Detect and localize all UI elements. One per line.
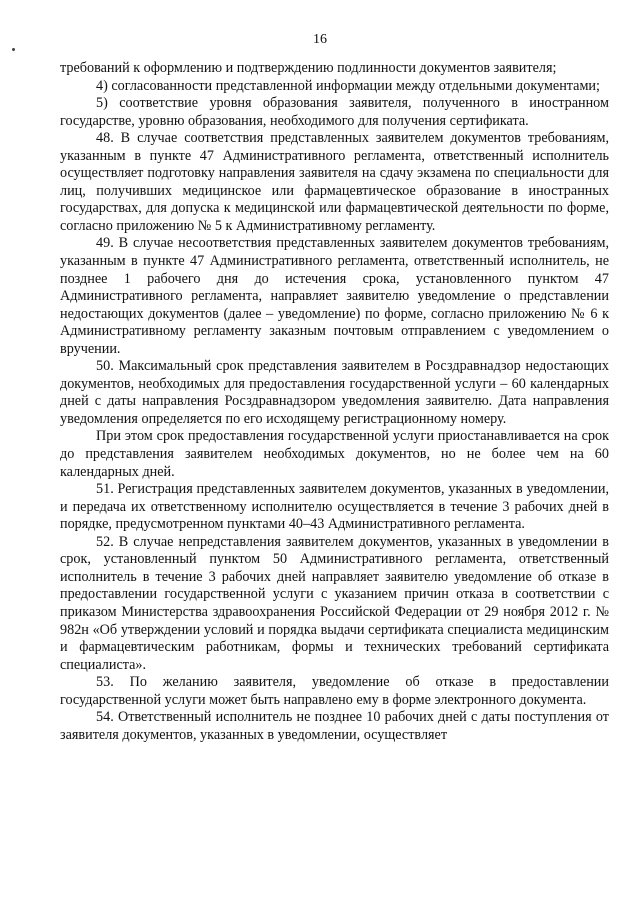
- list-item-4: 4) согласованности представленной информации между отдельными документами;: [96, 77, 600, 94]
- clause-48: 48. В случае соответствия представленных заявителем документов требованиям, указанным в пункте 47 Административного регламента, ответственный исполнитель осуществляет подготовку направления заявителя на сдачу экзамена по специальности для лиц, получивших медицинское или фармацевтическое образование в иностранных государствах, для допуска к медицинской или фармацевтической деятельности по форме, согласно приложению № 5 к Административному регламенту.: [60, 130, 609, 234]
- clause-50-note: При этом срок предоставления государственной услуги приостанавливается на срок до представления заявителем необходимых документов, но не более чем на 60 календарных дней.: [60, 428, 609, 480]
- clause-53: 53. По желанию заявителя, уведомление об отказе в предоставлении государственной услуги может быть направлено ему в форме электронного документа.: [60, 674, 609, 708]
- scan-speck-mark: [12, 48, 15, 51]
- document-body: [60, 60, 609, 744]
- paragraph-continuation: требований к оформлению и подтверждению подлинности документов заявителя;: [60, 60, 557, 76]
- page-number: 16: [313, 32, 327, 47]
- list-item-5: 5) соответствие уровня образования заявителя, полученного в иностранном государстве, уровню образования, необходимого для получения сертификата.: [60, 95, 609, 129]
- clause-52: 52. В случае непредставления заявителем документов, указанных в уведомлении в срок, установленный пунктом 50 Административного регламента, ответственный исполнитель в течение 3 рабочих дней направляет заявителю уведомление об отказе в предоставлении государственной услуги с указанием причин отказа в соответствии с приказом Министерства здравоохранения Российской Федерации от 29 ноября 2012 г. № 982н «Об утверждении условий и порядка выдачи сертификата специалиста медицинским и фармацевтическим работникам, формы и технических требований сертификата специалиста».: [60, 533, 609, 673]
- clause-54: 54. Ответственный исполнитель не позднее 10 рабочих дней с даты поступления от заявителя документов, указанных в уведомлении, осуществляет: [60, 709, 609, 743]
- clause-51: 51. Регистрация представленных заявителем документов, указанных в уведомлении, и передача их ответственному исполнителю осуществляется в течение 3 рабочих дней в порядке, предусмотренном пунктами 40–43 Административного регламента.: [60, 481, 609, 533]
- clause-49: 49. В случае несоответствия представленных заявителем документов требованиям, указанным в пункте 47 Административного регламента, ответственный исполнитель, не позднее 1 рабочего дня до истечения срока, установленного пунктом 47 Административного регламента, направляет заявителю уведомление о представлении недостающих документов (далее – уведомление) по форме, согласно приложению № 6 к Административному регламенту заказным почтовым отправлением с уведомлением о вручении.: [60, 235, 609, 357]
- clause-50: 50. Максимальный срок представления заявителем в Росздравнадзор недостающих документов, необходимых для предоставления государственной услуги – 60 календарных дней с даты направления Росздравнадзором уведомления заявителю. Дата направления уведомления определяется по его исходящему регистрационному номеру.: [60, 358, 609, 427]
